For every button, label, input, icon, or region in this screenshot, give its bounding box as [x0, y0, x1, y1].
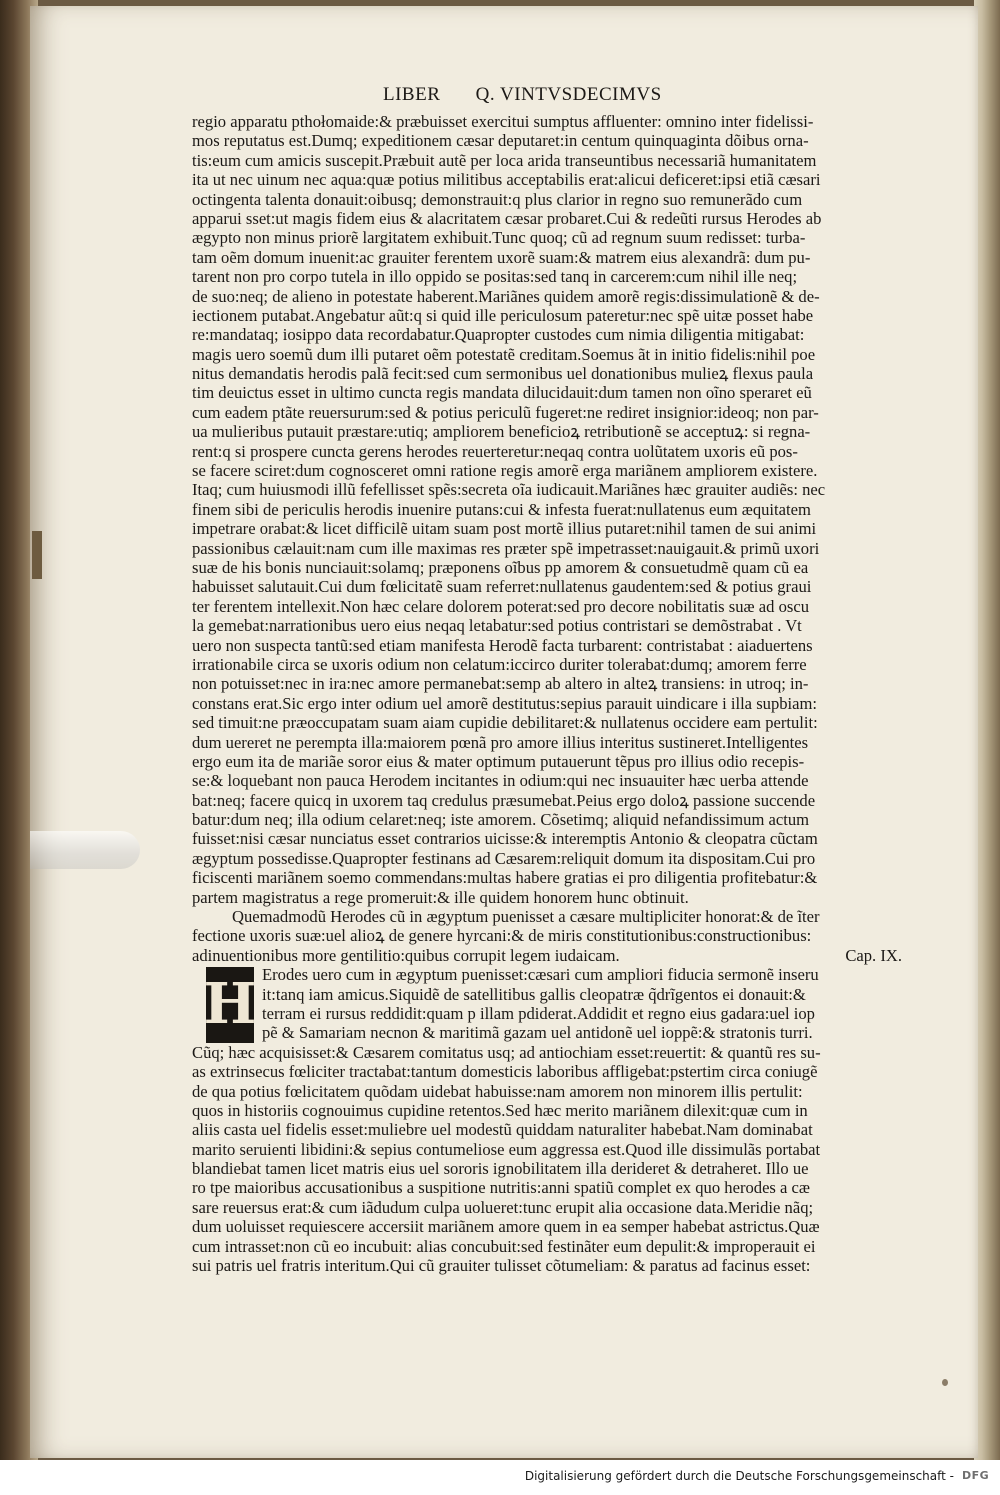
running-header [383, 84, 783, 106]
text-line: ficiscenti mariãnem soemo commendans:multas habere gratias ei pro diligentia profitebatur:& [192, 868, 818, 888]
text-line: octingenta talenta donauit:oibusq; demonstrauit:q plus clarior in regno suo remunerãdo cum [192, 189, 803, 209]
digitization-footer [0, 1460, 1000, 1495]
text-line: cum intrasset:non cũ eo incubuit: alias concubuit:sed festinãter eum depulit:& improperauit ei [192, 1236, 816, 1256]
text-line: Cũq; hæc acquisisset:& Cæsarem comitatus usq; ad antiochiam esset:reuertit: & quantũ res su- [192, 1042, 821, 1062]
text-line: rent:q si prospere cuncta gerens herodes reuerteretur:neqaq contra uolũtatem uxoris eũ pos- [192, 441, 798, 461]
text-line: tis:eum cum amicis suscepit.Præbuit autẽ per loca arida transeuntibus necessariã humanitatem [192, 150, 817, 170]
chapter-summary-end: adinuentionibus more gentilitio:quibus corrupit legem iudaicam. [192, 945, 620, 965]
text-line: bat:neq; facere quicq in uxorem taq credulus præsumebat.Peius ergo doloꝝ passione succende [192, 790, 816, 810]
text-line: ægypto non minus priorẽ largitatem exhibuit.Tunc quoq; cũ ad regnum suum redisset: turba- [192, 228, 806, 248]
dfg-logo: DFG [962, 1469, 990, 1482]
text-line: marito seruienti libidini:& sepius contumeliose eum aggressa est.Quod ille dissimulãs portabat [192, 1139, 821, 1159]
text-line: passionibus cælauit:nam cum ille maximas res præter spẽ impetrasset:nauigauit.& primũ uxori [192, 538, 820, 558]
text-line: mos reputatus est.Dumq; expeditionem cæsar deputaret:in centum quinquaginta dõibus orna- [192, 131, 809, 151]
text-line: de qua potius fœlicitatem quõdam uidebat habuisse:nam amorem non minorem illis pertulit: [192, 1081, 803, 1101]
text-line: fectione uxoris suæ:uel alioꝝ de genere hyrcani:& de miris constitutionibus:constructionibus: [192, 926, 812, 946]
text-line: Itaq; cum huiusmodi illũ fefellisset spẽs:secreta oĩa iudicauit.Mariãnes hæc grauiter audiẽs: nec [192, 480, 826, 500]
text-line: regio apparatu pthołomaide:& præbuisset exercitui sumptus affluenter: omnino inter fidelissi- [192, 112, 814, 131]
text-line: sui patris uel fratris interitum.Qui cũ grauiter tulisset cõtumeliam: & paratus ad facinus esset: [192, 1256, 811, 1276]
footer-credit: Digitalisierung gefördert durch die Deutsche Forschungsgemeinschaft - [524, 1469, 954, 1483]
text-line: dum uereret ne perempta illa:maiorem pœnã pro amore illius interitus sustineret.Intelligentes [192, 732, 809, 752]
text-line: suæ de his bonis nunciauit:solamq; præponens oĩbus pp amorem & consuetudmẽ quam cũ ea [192, 557, 809, 577]
chapter-summary [192, 907, 904, 946]
text-line: se:& loquebant non pauca Herodem incitantes in odium:qui nec insuauiter hæc uerba attende [192, 771, 809, 791]
text-line: non potuisset:nec in ira:nec amore permanebat:semp ab altero in alteꝝ transiens: in utroq; in- [192, 674, 809, 694]
text-line: la gemebat:narrationibus uero eius neqaq letabatur:sed potius contristari se demõstrabat . Vt [192, 616, 802, 636]
text-line: habuisset salutauit.Cui dum fœlicitatẽ suam referret:nullatenus gaudentem:sed & potius graui [192, 577, 812, 597]
text-line: impetrare orabat:& licet difficilẽ uitam suam post mortẽ illius putaret:nihil tamen de sui animi [192, 519, 817, 539]
text-line: magis uero soemũ dum illi putaret oẽm potestatẽ creditam.Soemus ãt in initio fidelis:nihil poe [192, 344, 816, 364]
text-line: uero non suspecta tantũ:sed etiam manifesta Herodẽ facta turbarent: contristabat : aiaduertens [192, 635, 813, 655]
text-line: ægyptum possedisse.Quapropter festinans ad Cæsarem:reliquit domum ita dispositam.Cui pro [192, 848, 816, 868]
text-line: tam oẽm domum inuenit:ac grauiter ferentem uxorẽ suam:& matrem eius alexandrã: dum pu- [192, 247, 811, 267]
text-line: dum uoluisset requiescere accersiit mariãnem amore quem in ea semper habebat astrictus.Quæ [192, 1217, 820, 1237]
text-line: tim deuictus esset in ultimo cuncta regis mandata dilucidauit:dum tamen non oĩno speraret eũ [192, 383, 812, 403]
text-line: se facere sciret:dum cognosceret omni ratione regis amorẽ erga mariãnem ampliorem existere. [192, 461, 818, 481]
text-line: aliis casta uel fidelis esset:muliebre uel modestũ quiddam naturaliter habebat.Nam dominabat [192, 1120, 813, 1140]
text-line: ter ferentem intellexit.Non hæc celare dolorem poterat:sed pro decore nobilitatis suæ ad oscu [192, 596, 809, 616]
decorated-initial: H [206, 967, 254, 1043]
text-line: quos in historiis cognouimus cupidine retentos.Sed hæc merito mariãnem dilexit:quæ cum in [192, 1100, 808, 1120]
text-line: sare reuersus erat:& cum iãdudum culpa uolueret:tunc erupit alia occasione data.Meridie nãq; [192, 1197, 814, 1217]
paragraph-main [192, 1043, 904, 1276]
text-line: blandiebat tamen licet matris eius uel sororis ignobilitatem illa derideret & detraheret. Illo ue [192, 1159, 809, 1179]
chapter-heading-line [192, 946, 904, 965]
text-line: constans erat.Sic ergo inter odium uel amorẽ destitutus:sepius parauit uindicare i illa supbiam: [192, 693, 818, 713]
text-line: fuisset:nisi cæsar nunciatus esset contrarios uicisse:& interemptis Antonio & cleopatra cũctam [192, 829, 818, 849]
text-line: cum eadem ptãte reuersurum:sed & potius periculũ fugeret:ne rediret insignior:ideoq; non par- [192, 402, 819, 422]
text-line: de suo:neq; de alieno in potestate haberent.Mariãnes quidem amorẽ regis:dissimulationẽ & de- [192, 286, 820, 306]
page-tab-marker [32, 531, 42, 579]
text-line: ro tpe maioribus accusationibus a suspitione nutritis:anni spatiũ complet ex quo herodes a cæ [192, 1178, 810, 1198]
bookmark-ribbon [30, 831, 140, 869]
text-line: iectionem putabat.Angebatur aũt:q si quid ille periculosum pateretur:nec spẽ uitæ posset habe [192, 305, 814, 325]
text-line: it:tanq iam amicus.Siquidẽ de satellitibus gallis cleopatræ q̃drĩgentos ei donauit:& [262, 984, 806, 1004]
text-line: ergo eum ita de mariãe soror eius & mater optimum putauerunt tẽpus pro illius odio recepis- [192, 751, 805, 771]
text-line: irrationabile circa se uxoris odium non celatum:iccirco duriter tolerabat:dumq; amorem ferre [192, 654, 807, 674]
text-line: finem sibi de periculis herodis inuenire putans:cui & infesta fuerat:nullatenus eum æquitatem [192, 499, 811, 519]
text-line: tarent non pro corpo tutela in illo oppido se positas:sed tanq in carcerem:cum nihil ille neq; [192, 267, 798, 287]
text-line: re:mandataq; iosippo data recordabatur.Quapropter custodes cum nimia diligentia mitigabat: [192, 325, 805, 345]
chapter-label: Cap. IX. [845, 945, 902, 965]
text-line: partem magistratus a rege promeruit:& ille quidem honorem hunc obtinuit. [192, 887, 689, 907]
header-book-number: Q. VINTVSDECIMVS [475, 84, 662, 105]
initial-lines [192, 965, 904, 1043]
page-text-block [192, 112, 904, 1275]
paragraph-continued [192, 112, 904, 907]
text-line: batur:dum neq; illa odium celaret:neq; iste amorem. Cõsetimq; aliquid nefandissimum actum [192, 810, 810, 830]
text-line: Erodes uero cum in ægyptum puenisset:cæsari cum ampliori fiducia sermonẽ inseru [262, 965, 819, 985]
text-line: sed timuit:ne præoccupatam suam aiam cupidie debilitaret:& nullatenus occidere eam pertulit: [192, 713, 818, 733]
text-line: nitus demandatis herodis palã fecit:sed cum sermonibus uel donationibus mulieꝝ flexus paula [192, 364, 814, 384]
text-line: terram ei rursus reddidit:quam p illam pdiderat.Addidit et regno eius gadara:uel iop [262, 1003, 815, 1023]
ink-spot [942, 1379, 948, 1386]
text-line: apparui sset:ut magis fidem eius & alacritatem cæsar probaret.Cui & redeũti rursus Herodes ab [192, 208, 822, 228]
text-line: as extrinsecus fœliciter tractabat:tantum domesticis laboribus affligebat:pstertim circa coniugẽ [192, 1062, 818, 1082]
header-liber: LIBER [383, 84, 441, 105]
text-line: Quemadmodũ Herodes cũ in ægyptum puenisset a cæsare multipliciter honorat:& de ĩter [232, 907, 820, 927]
text-line: ita ut nec uinum nec aqua:quæ potius militibus acceptabilis erat:alicui deficeret:ipsi etiã cæsari [192, 170, 821, 190]
text-line: pẽ & Samariam necnon & maritimã gazam uel antidonẽ uel ioppẽ:& stratonis turri. [262, 1023, 813, 1043]
chapter-opening [192, 965, 904, 1043]
text-line: ua mulieribus putauit præstare:utiq; ampliorem beneficioꝝ retributionẽ se acceptuꝝ: si regna- [192, 422, 811, 442]
